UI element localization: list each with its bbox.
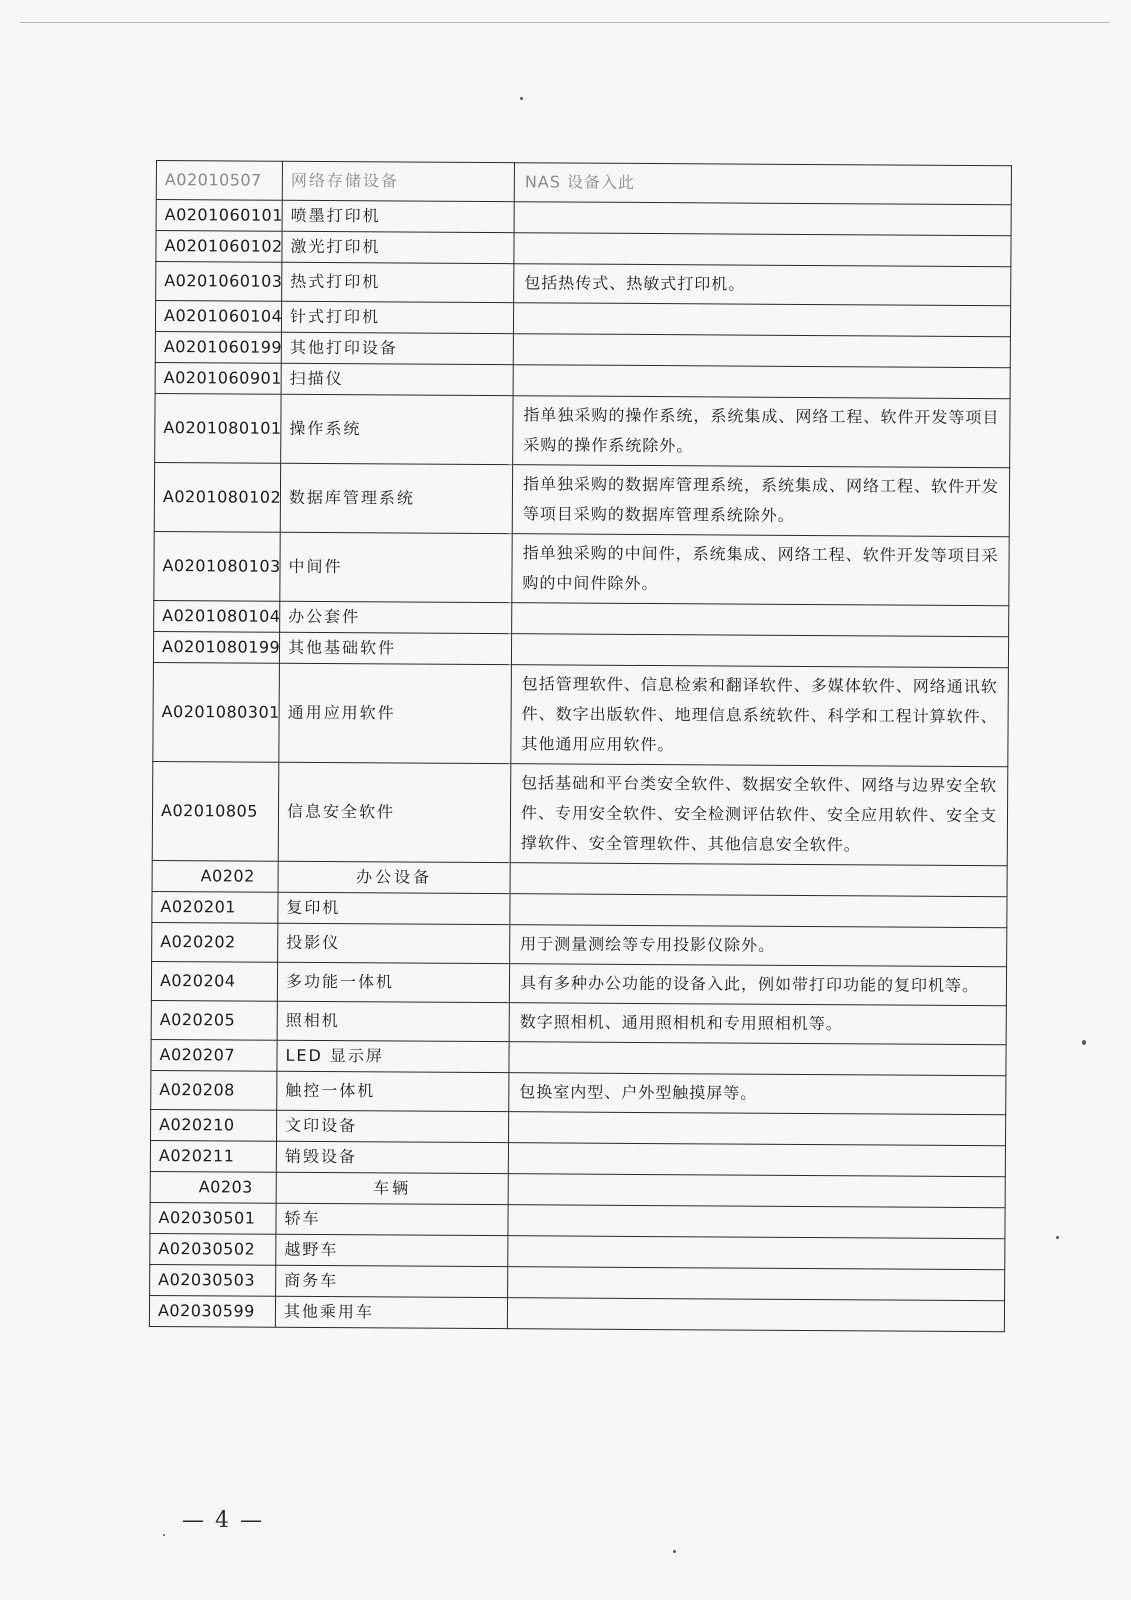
item-note-cell: 具有多种办公功能的设备入此，例如带打印功能的复印机等。	[509, 964, 1006, 1006]
item-note-cell	[508, 1236, 1005, 1270]
item-code-cell: A020205	[151, 1000, 277, 1040]
item-name-cell: LED 显示屏	[277, 1040, 509, 1072]
item-name-cell: 针式打印机	[281, 301, 513, 333]
scan-speck	[163, 1534, 165, 1536]
item-code-cell: A02030503	[150, 1264, 276, 1296]
table-row	[154, 531, 1009, 605]
item-code-cell: A0201080101	[155, 393, 281, 463]
scan-speck	[1056, 1236, 1059, 1239]
item-note-cell: NAS 设备入此	[514, 163, 1011, 205]
item-code-cell: A0201060199	[155, 331, 281, 363]
item-name-cell: 其他基础软件	[279, 632, 511, 664]
table-row	[155, 362, 1010, 398]
item-note-cell: 数字照相机、通用照相机和专用照相机等。	[509, 1003, 1006, 1045]
table-row	[151, 1039, 1006, 1075]
item-name-cell: 办公套件	[280, 601, 512, 633]
item-note-cell	[510, 894, 1007, 928]
table-body	[149, 161, 1011, 1332]
item-note-cell	[508, 1205, 1005, 1239]
table-row	[151, 1070, 1006, 1114]
item-code-cell: A0201060104	[155, 301, 281, 333]
item-note-cell	[513, 334, 1010, 368]
item-note-cell	[513, 365, 1010, 399]
item-name-cell: 文印设备	[277, 1110, 509, 1142]
item-note-cell: 指单独采购的数据库管理系统，系统集成、网络工程、软件开发等项目采购的数据库管理系统除外。	[512, 465, 1009, 537]
item-note-cell	[508, 1174, 1005, 1208]
item-name-cell: 投影仪	[278, 923, 510, 963]
item-code-cell: A0201060103	[156, 262, 282, 302]
table-row	[156, 262, 1011, 306]
table-row	[153, 662, 1009, 766]
item-name-cell: 销毁设备	[276, 1141, 508, 1173]
table-row	[150, 1233, 1005, 1269]
item-name-cell: 信息安全软件	[278, 762, 511, 862]
item-code-cell: A020201	[152, 891, 278, 923]
item-name-cell: 办公设备	[278, 861, 510, 893]
item-name-cell: 多功能一体机	[277, 962, 509, 1002]
item-name-cell: 通用应用软件	[279, 663, 512, 763]
table-row	[154, 462, 1009, 536]
item-code-cell: A0201080199	[153, 631, 279, 663]
item-note-cell: 指单独采购的操作系统，系统集成、网络工程、软件开发等项目采购的操作系统除外。	[513, 396, 1010, 468]
item-name-cell: 扫描仪	[281, 363, 513, 395]
scan-speck	[520, 97, 523, 100]
item-note-cell	[507, 1298, 1004, 1332]
item-name-cell: 轿车	[276, 1203, 508, 1235]
item-name-cell: 中间件	[280, 532, 512, 602]
item-note-cell: 包括热传式、热敏式打印机。	[514, 264, 1011, 306]
item-note-cell: 指单独采购的中间件，系统集成、网络工程、软件开发等项目采购的中间件除外。	[512, 534, 1009, 606]
item-name-cell: 热式打印机	[282, 262, 514, 302]
table-row	[151, 961, 1006, 1005]
item-code-cell: A0201080104	[154, 600, 280, 632]
item-code-cell: A0201060101	[156, 200, 282, 232]
item-code-cell: A02010805	[152, 761, 279, 861]
item-code-cell: A020208	[151, 1070, 277, 1110]
item-note-cell	[510, 863, 1007, 897]
item-name-cell: 操作系统	[281, 394, 513, 464]
table-row	[150, 1140, 1005, 1176]
item-code-cell: A02030502	[150, 1233, 276, 1265]
item-code-cell: A02030599	[149, 1295, 275, 1327]
item-code-cell: A020202	[152, 922, 278, 962]
procurement-catalog-table	[149, 160, 1012, 1332]
scan-speck	[673, 1550, 676, 1553]
table-row	[152, 891, 1007, 927]
item-note-cell	[511, 634, 1008, 668]
scan-speck	[1082, 1040, 1086, 1045]
table-row	[156, 161, 1011, 205]
item-code-cell: A0202	[152, 860, 278, 892]
item-name-cell: 网络存储设备	[282, 161, 514, 201]
item-name-cell: 触控一体机	[277, 1071, 509, 1111]
table-row	[156, 231, 1011, 267]
category-header-row	[150, 1171, 1005, 1207]
item-note-cell	[509, 1112, 1006, 1146]
table-row	[152, 922, 1007, 966]
item-note-cell	[509, 1042, 1006, 1076]
page-number: — 4 —	[182, 1508, 264, 1533]
top-border-line	[20, 22, 1110, 23]
item-name-cell: 激光打印机	[282, 231, 514, 263]
item-name-cell: 越野车	[276, 1234, 508, 1266]
item-note-cell: 用于测量测绘等专用投影仪除外。	[510, 925, 1007, 967]
table-row	[151, 1109, 1006, 1145]
item-name-cell: 商务车	[276, 1265, 508, 1297]
item-note-cell: 包换室内型、户外型触摸屏等。	[509, 1073, 1006, 1115]
item-note-cell	[514, 202, 1011, 236]
item-name-cell: 车辆	[276, 1172, 508, 1204]
table-row	[155, 393, 1010, 467]
item-note-cell	[513, 303, 1010, 337]
item-code-cell: A0203	[150, 1171, 276, 1203]
item-name-cell: 复印机	[278, 892, 510, 924]
item-name-cell: 喷墨打印机	[282, 200, 514, 232]
table-row	[155, 331, 1010, 367]
item-note-cell: 包括管理软件、信息检索和翻译软件、多媒体软件、网络通讯软件、数字出版软件、地理信息系统软件、科学和工程计算软件、其他通用应用软件。	[511, 665, 1009, 767]
item-code-cell: A02010507	[156, 161, 282, 201]
item-name-cell: 其他乘用车	[275, 1296, 507, 1328]
item-note-cell	[508, 1267, 1005, 1301]
item-code-cell: A020211	[150, 1140, 276, 1172]
item-name-cell: 数据库管理系统	[280, 463, 512, 533]
table-row	[156, 200, 1011, 236]
item-code-cell: A0201080102	[154, 462, 280, 532]
item-code-cell: A020210	[151, 1109, 277, 1141]
table-row	[152, 761, 1008, 865]
item-note-cell: 包括基础和平台类安全软件、数据安全软件、网络与边界安全软件、专用安全软件、安全检测评估软件、安全应用软件、安全支撑软件、安全管理软件、其他信息安全软件。	[510, 764, 1008, 866]
item-note-cell	[508, 1143, 1005, 1177]
item-code-cell: A020207	[151, 1039, 277, 1071]
table-row	[149, 1295, 1004, 1331]
item-name-cell: 其他打印设备	[281, 332, 513, 364]
item-code-cell: A0201080103	[154, 531, 280, 601]
item-code-cell: A0201060102	[156, 231, 282, 263]
category-header-row	[152, 860, 1007, 896]
item-code-cell: A02030501	[150, 1202, 276, 1234]
table-row	[150, 1202, 1005, 1238]
item-note-cell	[514, 233, 1011, 267]
table-row	[155, 301, 1010, 337]
item-note-cell	[512, 603, 1009, 637]
table-row	[151, 1000, 1006, 1044]
item-code-cell: A0201080301	[153, 662, 280, 762]
item-code-cell: A020204	[151, 961, 277, 1001]
item-name-cell: 照相机	[277, 1001, 509, 1041]
item-code-cell: A0201060901	[155, 362, 281, 394]
